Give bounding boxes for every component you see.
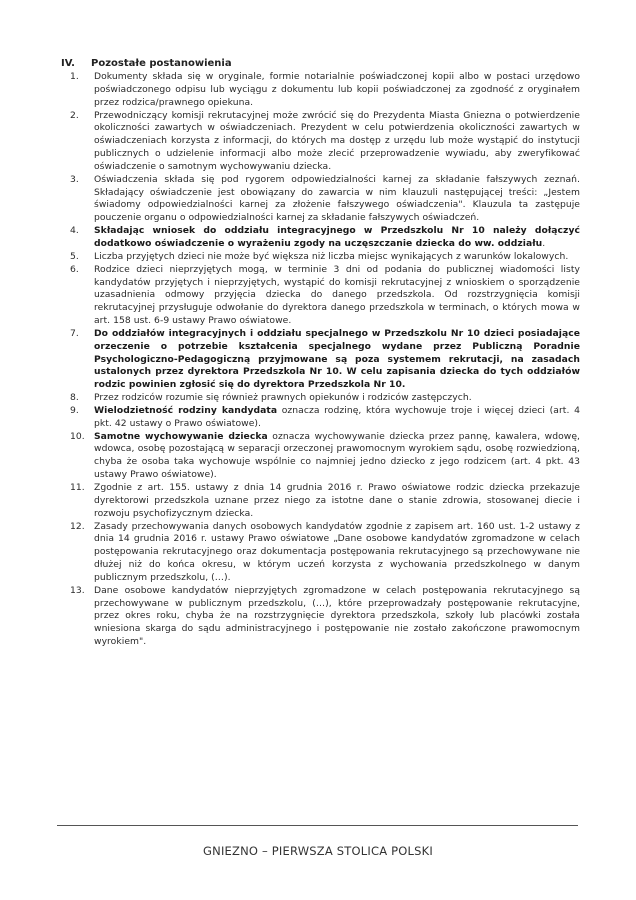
item-bold-text: Składając wniosek do oddziału integracyjnego w Przedszkolu Nr 10 należy dołączyć dodatkowo oświadczenie o wyrażeniu zgody na uczęszczanie dziecka do ww. oddziału	[94, 225, 580, 249]
item-text: oznacza wychowywanie dziecka przez pannę, kawalera, wdowę, wdowca, osobę pozostającą w separacji orzeczonej prawomocnym wyrokiem sądu, osobę rozwiedzioną, chyba że osoba taka wychowuje wspólnie co najmniej jedno dziecko z jego rodzicem (art. 4 pkt. 43 ustawy Prawo oświatowe).	[94, 430, 580, 481]
item-number: 6.	[70, 263, 79, 275]
list-item	[70, 392, 580, 405]
list-item	[70, 328, 580, 392]
item-text: Zasady przechowywania danych osobowych kandydatów zgodnie z zapisem art. 160 ust. 1-2 ustawy z dnia 14 grudnia 2016 r. ustawy Prawo oświatowe „Dane osobowe kandydatów zgromadzone w celach postępowania rekrutacyjnego oraz dokumentacja postępowania rekrutacyjnego są przechowywane nie dłużej niż do końca okresu, w którym uczeń korzysta z wychowania przedszkolnego w danym publicznym przedszkolu, (…).	[94, 520, 580, 583]
item-number: 8.	[70, 392, 79, 404]
item-number: 12.	[70, 520, 85, 532]
item-number: 1.	[70, 71, 79, 82]
list-item	[70, 71, 580, 110]
footer-slogan: GNIEZNO – PIERWSZA STOLICA POLSKI	[203, 844, 433, 858]
item-number: 5.	[70, 250, 79, 262]
item-text: Przewodniczący komisji rekrutacyjnej może zwrócić się do Prezydenta Miasta Gniezna o potwierdzenie okoliczności zawartych w oświadczeniach. Prezydent w celu potwierdzenia okoliczności zawartych w oświadczeniach korzysta z informacji, do których ma dostęp z urzędu lub może wystąpić do instytucji publicznych o udzielenie informacji albo może zlecić przeprowadzenie wywiadu, aby zweryfikować oświadczenie o samotnym wychowywaniu dziecka.	[94, 109, 580, 172]
section-title: Pozostałe postanowienia	[91, 58, 232, 69]
item-text: Rodzice dzieci nieprzyjętych mogą, w terminie 3 dni od podania do publicznej wiadomości listy kandydatów przyjętych i nieprzyjętych, wystąpić do komisji rekrutacyjnej z wnioskiem o sporządzenie uzasadnienia odmowy przyjęcia dziecka do danego przedszkola. Od rozstrzygnięcia komisji rekrutacyjnej przysługuje odwołanie do dyrektora danego przedszkola w terminach, o których mowa w art. 158 ust. 6-9 ustawy Prawo oświatowe.	[94, 263, 580, 327]
section-heading	[61, 58, 232, 69]
item-bold-text: Samotne wychowywanie dziecka	[94, 430, 268, 442]
item-bold-text: Wielodzietność rodziny kandydata	[94, 404, 278, 416]
item-number: 11.	[70, 482, 85, 493]
item-text: Dane osobowe kandydatów nieprzyjętych zgromadzone w celach postępowania rekrutacyjnego są przechowywane w publicznym przedszkolu, (…), które przeprowadzały postępowanie rekrutacyjne, przez okres roku, chyba że na rozstrzygnięcie dyrektora przedszkola, szkoły lub placówki została wniesiona skarga do sądu administracyjnego i postępowanie nie zostało zakończone prawomocnym wyrokiem".	[94, 584, 580, 648]
item-text: Liczba przyjętych dzieci nie może być większa niż liczba miejsc wynikających z warunków lokalowych.	[94, 250, 569, 262]
item-number: 13.	[70, 584, 85, 596]
section-number: IV.	[61, 58, 75, 69]
item-text: oznacza rodzinę, która wychowuje troje i więcej dzieci (art. 4 pkt. 42 ustawy o Prawo oświatowe).	[94, 404, 580, 429]
item-number: 2.	[70, 109, 79, 121]
item-number: 7.	[70, 327, 79, 339]
list-item	[70, 225, 580, 251]
list-item	[70, 174, 580, 225]
list-item	[70, 405, 580, 431]
list-item	[70, 482, 580, 521]
item-text: Przez rodziców rozumie się również prawnych opiekunów i rodziców zastępczych.	[94, 392, 472, 404]
footer-divider	[57, 825, 578, 826]
provisions-list	[70, 71, 580, 649]
item-bold-text: Do oddziałów integracyjnych i oddziału specjalnego w Przedszkolu Nr 10 dzieci posiadające orzeczenie o potrzebie kształcenia specjalnego wydane przez Publiczną Poradnie Psychologiczno-Pedagogiczną przyjmowane są poza systemem rekrutacji, na zasadach ustalonych przez dyrektora Przedszkola Nr 10. W celu zapisania dziecka do tych oddziałów rodzic powinien zgłosić się do dyrektora Przedszkola Nr 10.	[94, 327, 580, 391]
item-number: 3.	[70, 173, 79, 185]
item-number: 10.	[70, 430, 85, 442]
item-text: Oświadczenia składa się pod rygorem odpowiedzialności karnej za składanie fałszywych zeznań. Składający oświadczenie jest obowiązany do zawarcia w nim klauzuli następującej treści: „Jestem świadomy odpowiedzialności karnej za złożenie fałszywego oświadczenia". Klauzula ta zastępuje pouczenie organu o odpowiedzialności karnej za składanie fałszywych oświadczeń.	[94, 173, 580, 224]
item-text: Zgodnie z art. 155. ustawy z dnia 14 grudnia 2016 r. Prawo oświatowe rodzic dziecka przekazuje dyrektorowi przedszkola uznane przez niego za istotne dane o stanie zdrowia, stosowanej diecie i rozwoju psychofizycznym dziecka.	[94, 482, 580, 519]
item-text: .	[542, 237, 546, 249]
list-item	[70, 110, 580, 174]
list-item	[70, 251, 580, 264]
item-number: 4.	[70, 225, 79, 237]
list-item	[70, 264, 580, 328]
item-number: 9.	[70, 404, 79, 416]
item-text: Dokumenty składa się w oryginale, formie notarialnie poświadczonej kopii albo w postaci urzędowo poświadczonego odpisu lub wyciągu z dokumentu lub kopii poświadczonej za zgodność z oryginałem przez rodzica/prawnego opiekuna.	[94, 71, 580, 108]
list-item	[70, 585, 580, 649]
list-item	[70, 521, 580, 585]
list-item	[70, 431, 580, 482]
